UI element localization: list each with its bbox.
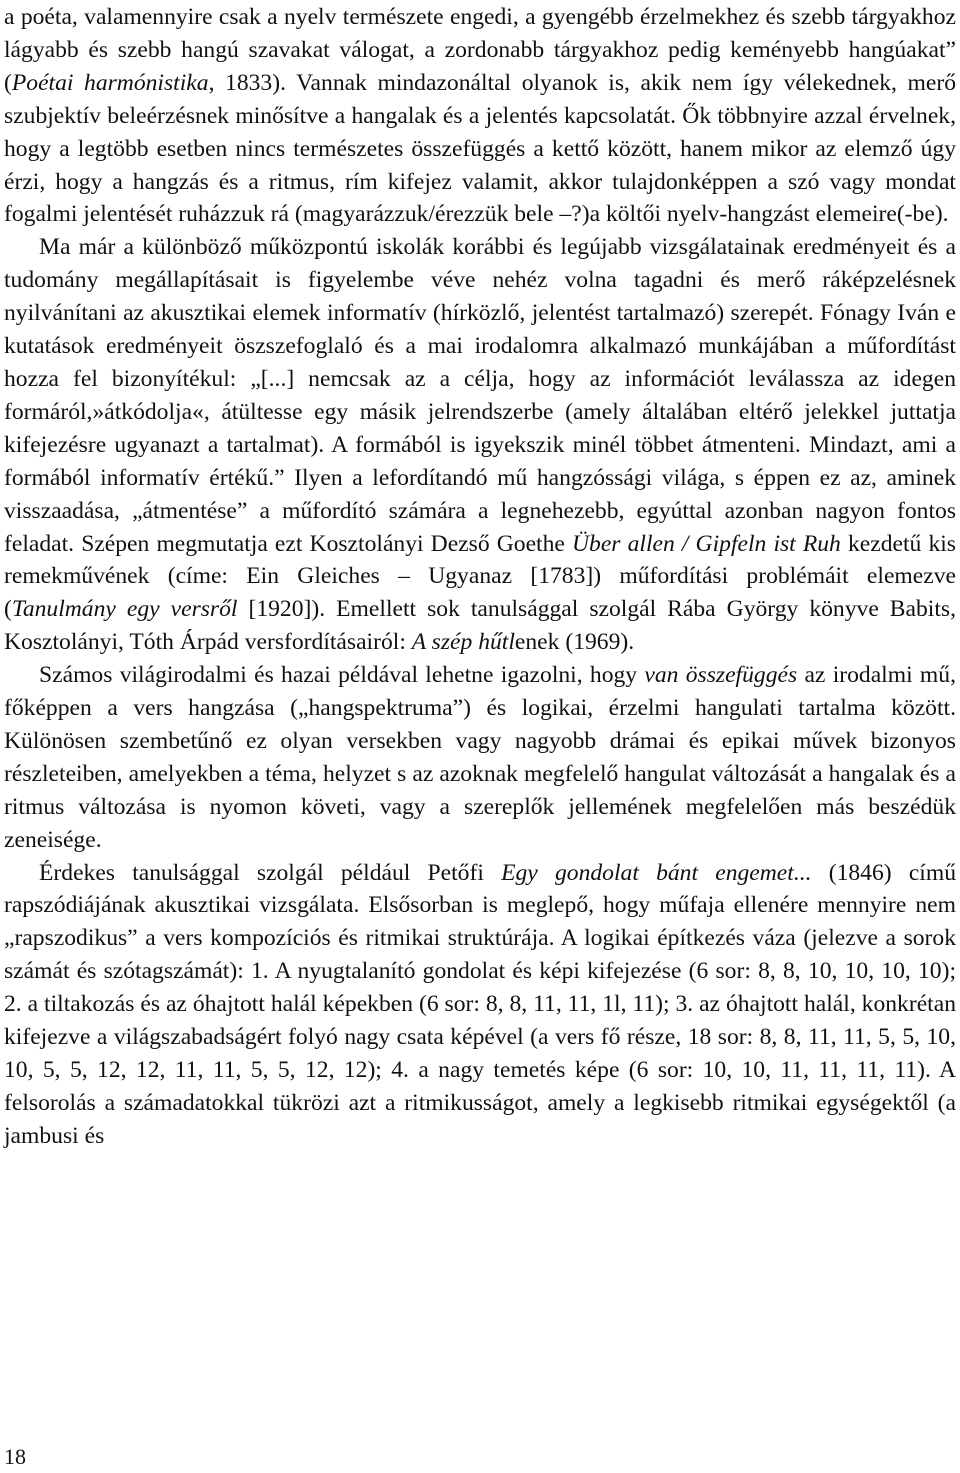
paragraph-3 bbox=[4, 659, 956, 856]
paragraph-1-run-1: a poéta, valamennyire csak a nyelv természete engedi, a gyengébb érzelmekhez és szebb tárgyakhoz lágyabb és szebb hangú szavakat válogat, a zordonabb tárgyakhoz pedig keményebb hangúakat” ( bbox=[4, 4, 956, 96]
paragraph-2-italic-tanulmany: Tanulmány egy versről bbox=[11, 596, 238, 623]
paragraph-2 bbox=[4, 231, 956, 659]
paragraph-3-run-3: az irodalmi mű, főképpen a vers hangzása („hangspektruma”) és logikai, érzelmi hangulati tartalma között. Különösen szembetűnő ez olyan versekben vagy nagyobb drámai és epikai művek bizonyos részleteiben, amelyekben a téma, helyzet s az azoknak megfelelő hangulat változását a hangalak és a ritmus változása is nyomon követi, vagy a szereplők jellemének megfelelően más beszédük zeneisége. bbox=[4, 662, 956, 853]
paragraph-4-run-3: (1846) című rapszódiájának akusztikai vizsgálata. Elsősorban is meglepő, hogy műfaja ellenére mennyire nem „rapszodikus” a vers kompozíciós és ritmikai struktúrája. A logikai építkezés váza (jelezve a sorok számát és szótagszámát): 1. A nyugtalanító gondolat és képi kifejezése (6 sor: 8, 8, 10, 10, 10, 10); 2. a tiltakozás és az óhajtott halál képekben (6 sor: 8, 8, 11, 11, 1l, 11); 3. az óhajtott halál, konkrétan kifejezve a világszabadságért folyó nagy csata képével (a vers fő része, 18 sor: 8, 8, 11, 11, 5, 5, 10, 10, 5, 5, 12, 12, 11, 11, 5, 5, 12, 12); 4. a nagy temetés képe (6 sor: 10, 10, 11, 11, 11, 11). A felsorolás a számadatokkal tükrözi azt a ritmikusságot, amely a legkisebb ritmikai egységektől (a jambusi és bbox=[4, 859, 956, 1149]
paragraph-3-italic-emphasis: van összefüggés bbox=[644, 662, 798, 689]
paragraph-2-italic-book: A szép hűtl bbox=[411, 629, 515, 656]
page-number: 18 bbox=[4, 1444, 26, 1469]
paragraph-1-run-3: , 1833). Vannak mindazonáltal olyanok is, akik nem így vélekednek, merő szubjektív beleérzésnek minősítve a hangalak és a jelentés kapcsolatát. Ők többnyire azzal érvelnek, hogy a legtöbb esetben nincs természetes összefüggés a kettő között, hanem mikor az elemző úgy érzi, hogy a hangzás és a ritmus, rím kifejez valamit, akkor tulajdonképpen a szó vagy mondat fogalmi jelentését ruházzuk rá (magyarázzuk/érezzük bele –?)a költői nyelv-hangzást elemeire(-be). bbox=[4, 69, 956, 228]
paragraph-2-run-7: enek (1969). bbox=[514, 629, 635, 656]
paragraph-1-italic-title: Poétai harmónistika bbox=[11, 69, 209, 96]
paragraph-3-run-1: Számos világirodalmi és hazai példával lehetne igazolni, hogy bbox=[39, 662, 645, 689]
paragraph-2-italic-goethe: Über allen / Gipfeln ist Ruh bbox=[572, 530, 841, 557]
paragraph-4-run-1: Érdekes tanulsággal szolgál például Petőfi bbox=[39, 859, 502, 886]
paragraph-2-run-3: kezdetű kis remekművének (címe: Ein Gleiches – Ugyanaz [1783]) műfordítási problémáit elemezve ( bbox=[4, 530, 956, 623]
paragraph-4-italic-poem-title: Egy gondolat bánt engemet... bbox=[501, 859, 812, 886]
paragraph-2-run-5: [1920]). Emellett sok tanulsággal szolgál Rába György könyve Babits, Kosztolányi, Tóth Árpád versfordításairól: bbox=[4, 596, 956, 656]
paragraph-4 bbox=[4, 857, 956, 1153]
paragraph-2-run-1: Ma már a különböző műközpontú iskolák korábbi és legújabb vizsgálatainak eredményeit és a tudomány megállapításait is figyelembe véve nehéz volna tagadni és merő ráképzelésnek nyilvánítani az akusztikai elemek informatív (hírközlő, jelentést tartalmazó) szerepét. Fónagy Iván e kutatások eredményeit öszszefoglaló és a mai irodalomra alkalmazó munkájában a műfordítást hozza fel bizonyítékul: „[...] nemcsak az a célja, hogy az információt leválassza az idegen formáról,»átkódolja«, átültesse egy másik jelrendszerbe (amely általában eltérő jelekkel juttatja kifejezésre ugyanazt a tartalmat). A formából is igyekszik minél többet átmenteni. Mindazt, ami a formából informatív értékű.” Ilyen a lefordítandó mű hangzóssági világa, s éppen ez az, aminek visszaadása, „átmentése” a műfordító számára a legnehezebb, egyúttal azonban nagyon fontos feladat. Szépen megmutatja ezt Kosztolányi Dezső Goethe bbox=[4, 234, 956, 557]
page-body bbox=[4, 0, 956, 1153]
paragraph-1 bbox=[4, 0, 956, 231]
